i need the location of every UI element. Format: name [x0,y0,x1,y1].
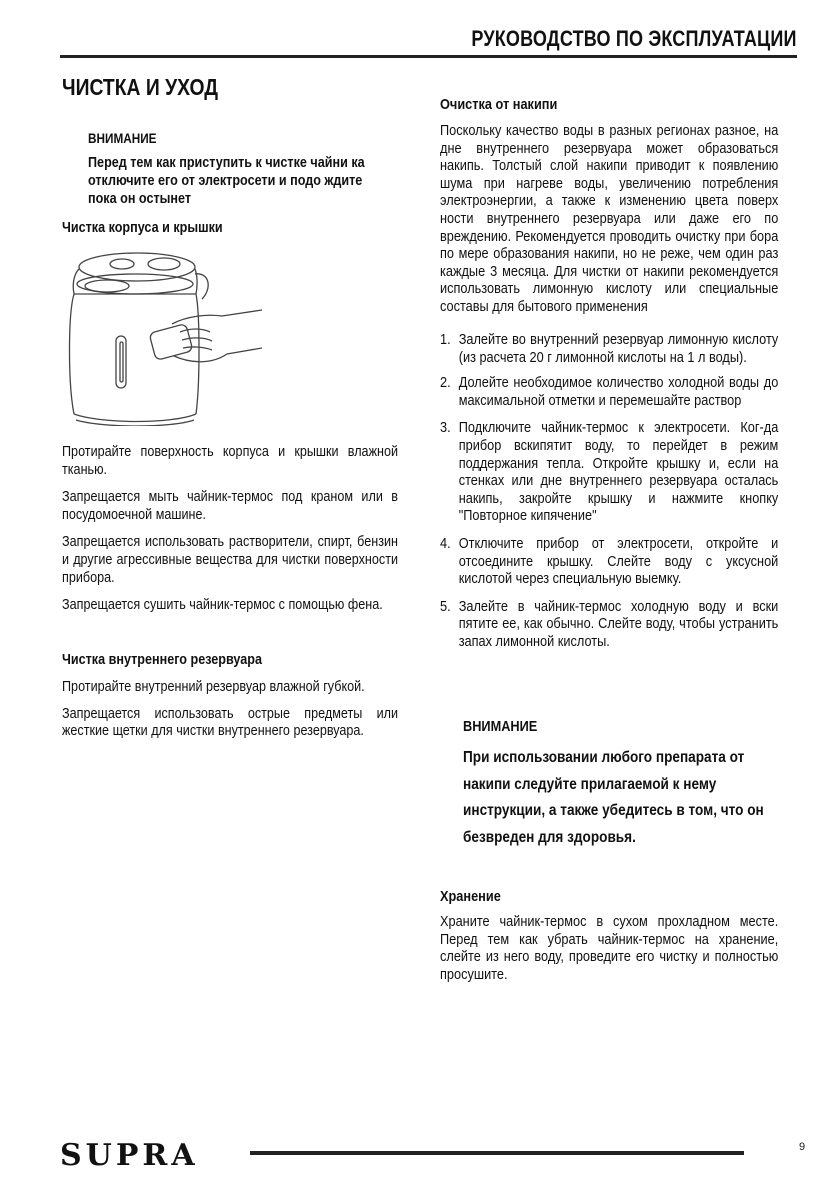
right-warning-block [463,718,789,851]
list-item-number: 5. [440,597,451,615]
body-paragraph: Запрещается сушить чайник-термос с помощью фена. [62,596,383,614]
left-warning-title: ВНИМАНИЕ [88,130,157,146]
section-title: ЧИСТКА И УХОД [62,74,219,100]
list-item-text: Залейте в чайник-термос холодную воду и вски пятите ее, как обычно. Слейте воду, чтобы устранить запах лимонной кислоты. [458,597,779,650]
body-paragraph: Запрещается мыть чайник-термос под краном или в посудомоечной машине. [62,488,398,523]
body-paragraph: Протирайте поверхность корпуса и крышки влажной тканью. [62,443,398,478]
body-cleaning-heading: Чистка корпуса и крышки [62,219,223,236]
right-warning-title: ВНИМАНИЕ [463,718,538,735]
page-header-title: РУКОВОДСТВО ПО ЭКСПЛУАТАЦИИ [471,26,797,51]
brand-logo: SUPRA [60,1138,199,1173]
right-warning-text: При использовании любого препарата от накипи следуйте прилагаемой к нему инструкции, а также убедитесь в том, что он безвреден для здоровья. [463,749,764,846]
list-item-number: 3. [440,419,451,437]
storage-text: Храните чайник-термос в сухом прохладном месте. Перед тем как убрать чайник-термос на хранение, слейте из него воду, проведите его чистку и полностью просушите. [440,913,779,983]
descale-intro: Поскольку качество воды в разных регионах разное, на дне внутреннего резервуара может образоваться накипь. Толстый слой накипи приводит к появлению шума при нагреве воды, увеличению потребления электроэнергии, а также к изменению цвета поверх ности внутреннего резервуара или даже его по вреждению. Рекомендуется проводить очистку при бора по мере образования накипи, но не реже, чем один раз каждые 3 месяца. Для чистки от накипи рекомендуется использовать лимонную кислоту или специальные составы для бытового применения [440,122,779,315]
footer-divider [250,1151,744,1155]
page-number: 9 [799,1141,806,1153]
list-item [440,374,778,409]
list-item [440,331,778,366]
descale-heading: Очистка от накипи [440,96,558,113]
descale-steps-list [440,331,778,651]
list-item-text: Долейте необходимое количество холодной воды до максимальной отметки и перемешайте раствор [458,374,779,409]
list-item [440,535,778,588]
list-item [440,598,778,651]
body-paragraph: Запрещается использовать растворители, спирт, бензин и другие агрессивные вещества для чистки поверхности прибора. [62,533,398,586]
list-item-number: 1. [440,331,451,348]
left-warning-text: Перед тем как приступить к чистке чайни ка отключите его от электросети и подо ждите пока он остынет [88,154,365,207]
inner-paragraph: Протирайте внутренний резервуар влажной губкой. [62,678,365,695]
list-item-number: 4. [440,534,451,552]
thermopot-cleaning-illustration [62,244,262,426]
left-warning-block [88,130,374,208]
list-item [440,419,778,525]
thermopot-illustration-svg [62,244,262,426]
body-cleaning-text [62,443,398,614]
inner-paragraph: Запрещается использовать острые предметы или жесткие щетки для чистки внутреннего резервуара. [62,704,398,740]
header-divider [60,55,797,58]
inner-cleaning-heading: Чистка внутреннего резервуара [62,651,262,668]
storage-block [440,913,778,983]
storage-heading: Хранение [440,888,501,905]
list-item-text: Отключите прибор от электросети, откройте и отсоедините крышку. Слейте воду с уксусной кислотой через специальную выемку. [458,534,779,588]
list-item-number: 2. [440,374,451,392]
list-item-text: Подключите чайник-термос к электросети. Ког-да прибор вскипятит воду, то перейдет в режим поддержания тепла. Откройте крышку и, если на стенках или дне внутреннего резервуара осталась накипь, закройте крышку и нажмите кнопку "Повторное кипячение" [458,419,779,525]
inner-cleaning-text [62,678,398,740]
descale-intro-block [440,122,778,316]
list-item-text: Залейте во внутренний резервуар лимонную кислоту (из расчета 20 г лимонной кислоты на 1 л воды). [458,331,779,366]
